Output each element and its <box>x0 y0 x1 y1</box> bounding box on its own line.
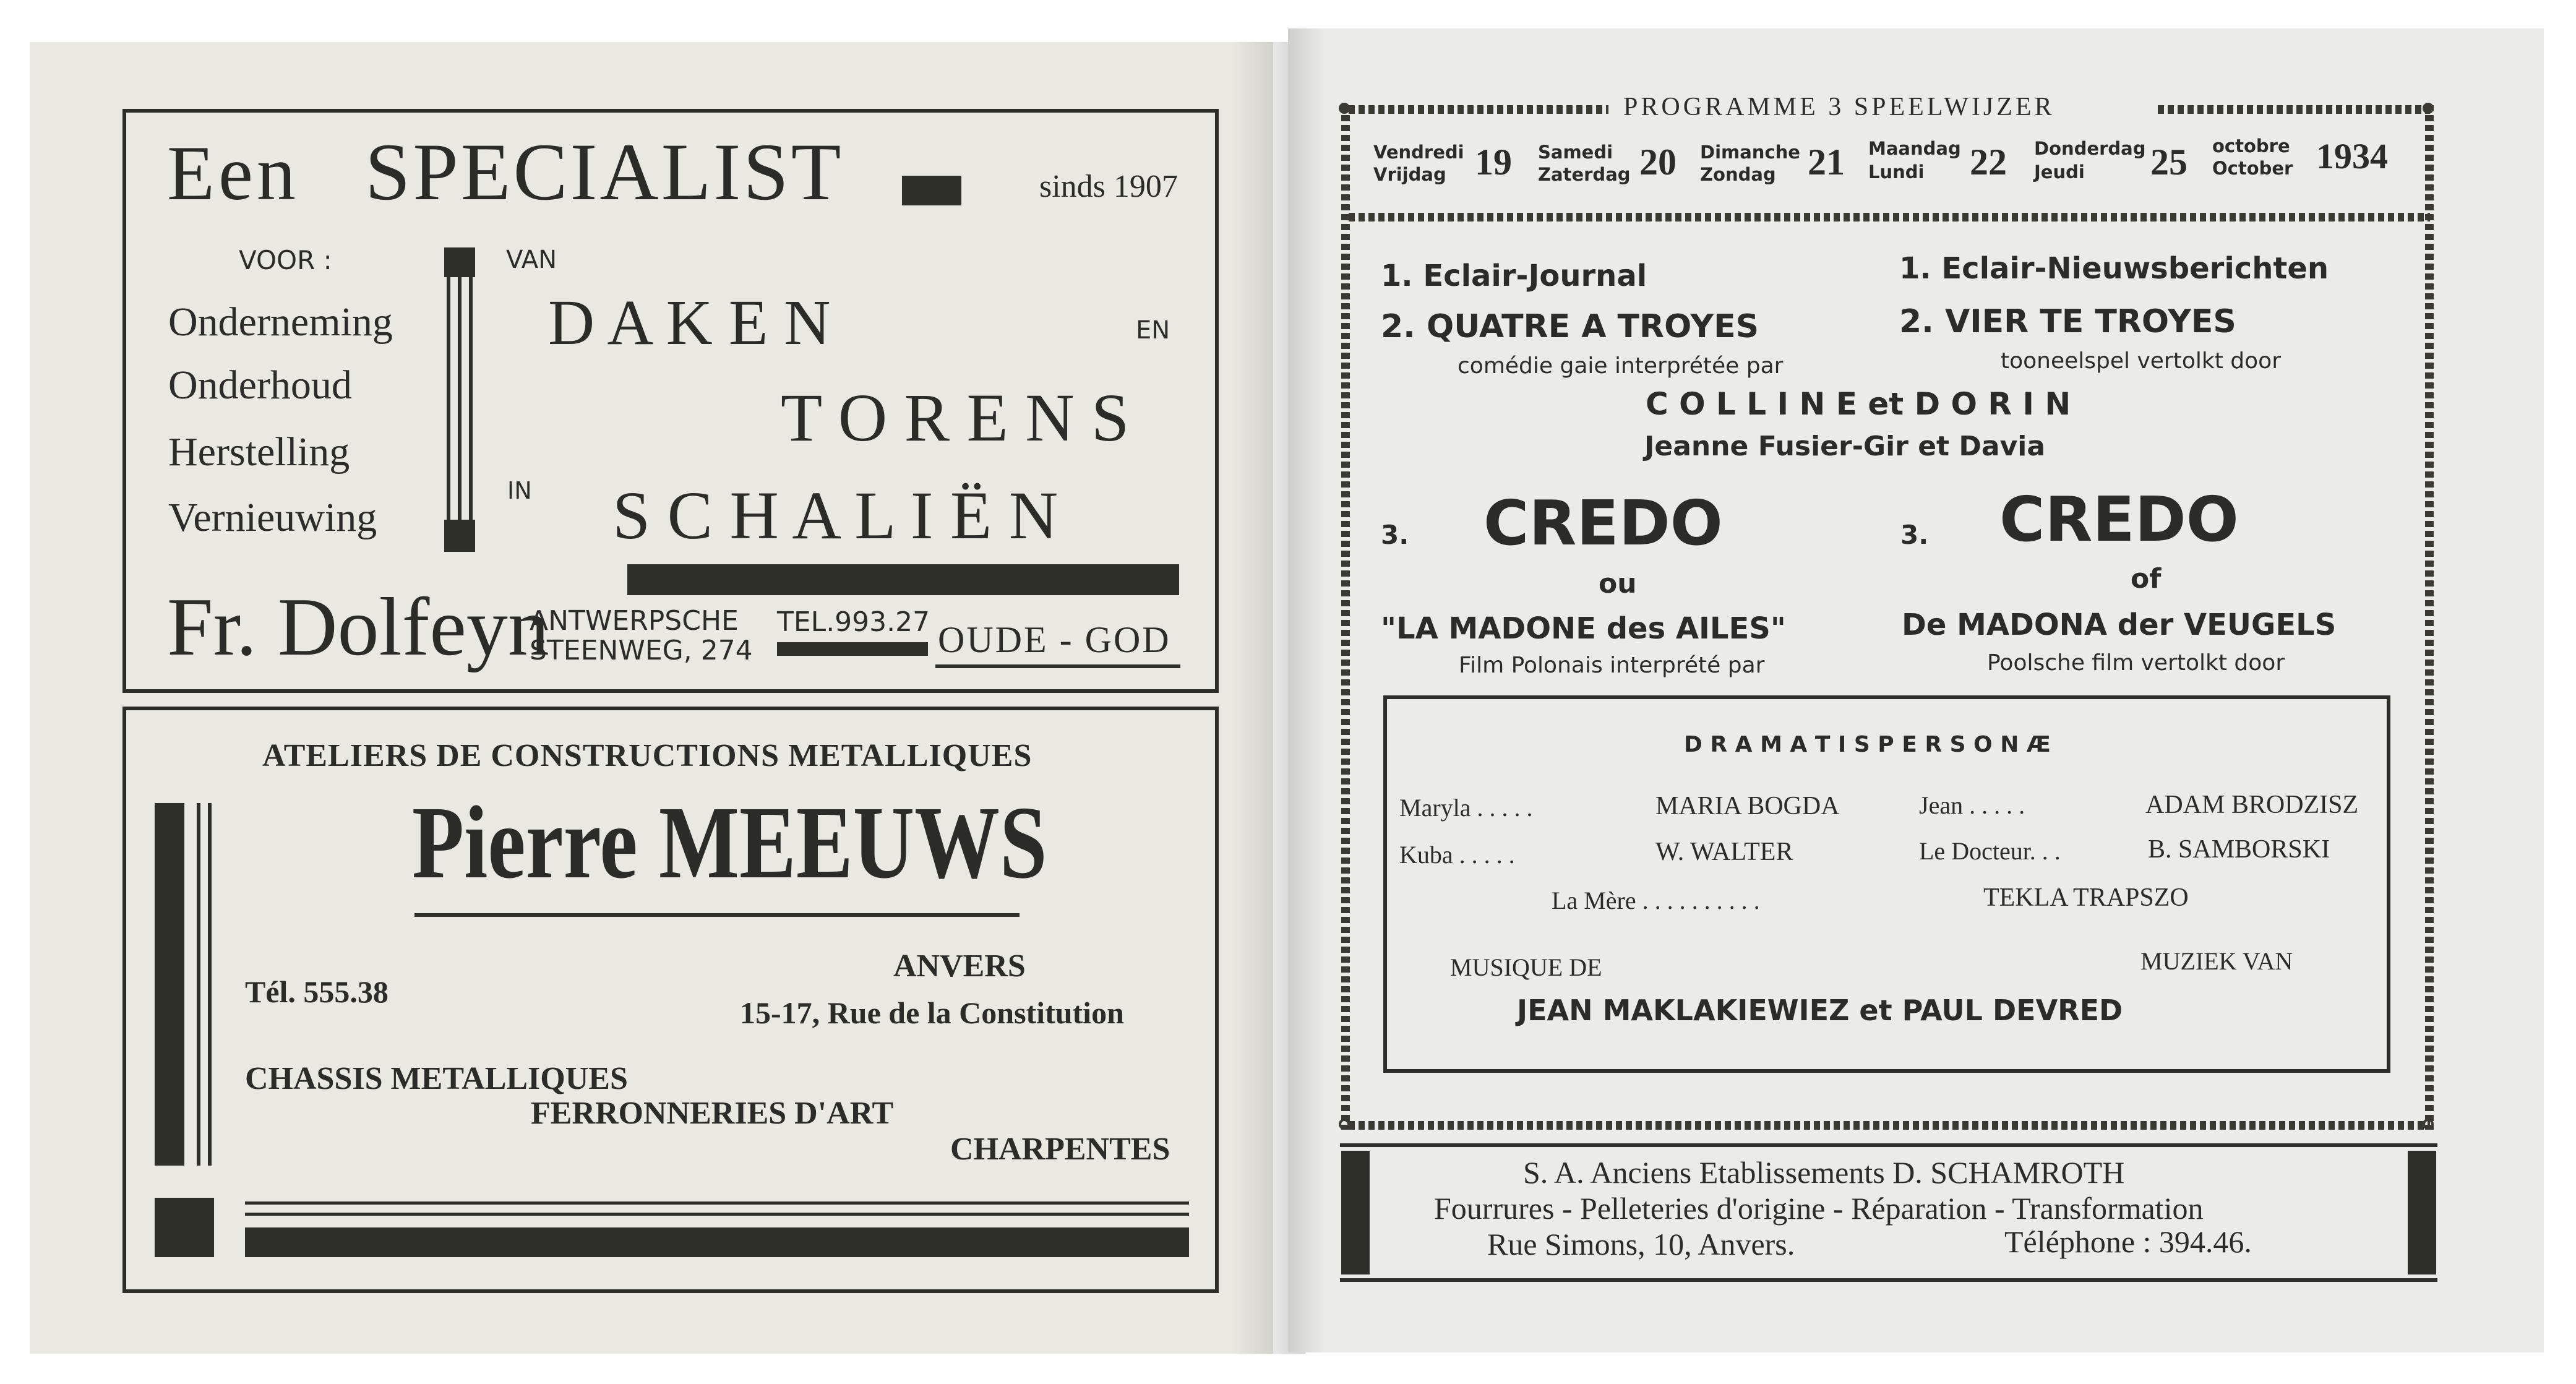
item3-nl-title: De MADONA der VEUGELS <box>1902 608 2337 642</box>
role-le-docteur: Le Docteur. . . <box>1919 837 2061 865</box>
ad2-name-rule <box>414 913 1020 917</box>
day-1-fr: Vendredi <box>1373 142 1464 163</box>
right-spine-shadow <box>1288 28 1325 1352</box>
ad1-specialist: SPECIALIST <box>365 126 844 217</box>
footer-line-3a: Rue Simons, 10, Anvers. <box>1487 1227 1795 1262</box>
role-la-mere: La Mère . . . . . . . . . . <box>1552 887 1760 914</box>
item2-nl: 2. VIER TE TROYES <box>1899 303 2236 340</box>
ad1-oude-god: OUDE - GOD <box>938 619 1171 660</box>
frame-top-right <box>2158 105 2430 114</box>
ad2-bottom-line-1 <box>245 1201 1189 1205</box>
ad1-oude-rule <box>935 664 1180 668</box>
footer-rule-bottom <box>1340 1278 2437 1282</box>
ad1-daken: D A K E N <box>548 287 831 358</box>
item1-nl: 1. Eclair-Nieuwsberichten <box>1899 251 2329 286</box>
ad2-tel: Tél. 555.38 <box>245 974 389 1009</box>
ad2-name: Pierre MEEUWS <box>412 785 1047 900</box>
ad1-addr1: ANTWERPSCHE <box>530 605 739 637</box>
day-5-fr: Donderdag <box>2034 138 2146 159</box>
corner-ornament-tr <box>2423 103 2434 114</box>
month-nl: October <box>2212 158 2293 179</box>
ad1-voor: VOOR : <box>239 245 332 275</box>
item3-fr-title: "LA MADONE des AILES" <box>1381 611 1786 646</box>
day-3-num: 21 <box>1808 142 1845 183</box>
ad1-schalien: S C H A L I Ë N <box>612 478 1058 553</box>
actor-b-samborski: B. SAMBORSKI <box>2148 835 2330 864</box>
day-3-fr: Dimanche <box>1700 142 1800 163</box>
day-2-fr: Samedi <box>1538 142 1613 163</box>
day-5-num: 25 <box>2150 142 2187 183</box>
frame-right <box>2425 105 2434 1130</box>
frame-bottom <box>1349 1121 2430 1130</box>
item3-nl-sub: Poolsche film vertolkt door <box>1987 650 2285 676</box>
year: 1934 <box>2316 136 2388 176</box>
footer-right-block <box>2408 1151 2436 1274</box>
ad1-title-bar <box>902 176 961 205</box>
ad1-tel: TEL.993.27 <box>777 606 930 638</box>
dramatis-heading: D R A M A T I S P E R S O N Æ <box>1684 732 2051 757</box>
ad1-van: VAN <box>506 246 557 274</box>
footer-line-2: Fourrures - Pelleteries d'origine - Réparation - Transformation <box>1434 1191 2204 1226</box>
item3-nl-credo: CREDO <box>1999 483 2239 556</box>
ad1-een: Een <box>167 131 299 217</box>
ad2-bottom-square <box>155 1198 214 1257</box>
item2-nl-sub: tooneelspel vertolkt door <box>2001 348 2281 374</box>
role-maryla: Maryla . . . . . <box>1399 794 1533 822</box>
frame-top-left <box>1349 105 1608 114</box>
item3-nl-num: 3. <box>1900 520 1929 550</box>
programme-title: PROGRAMME 3 SPEELWIJZER <box>1623 93 2055 121</box>
ad2-bottom-line-2 <box>245 1213 1189 1216</box>
musique-de: MUSIQUE DE <box>1450 953 1602 981</box>
corner-ornament-bl <box>1339 1119 1350 1130</box>
ad1-item-1: Onderneming <box>168 299 393 345</box>
item3-ou: ou <box>1599 568 1637 600</box>
item3-of: of <box>2131 563 2162 595</box>
ad2-city: ANVERS <box>893 948 1026 984</box>
day-3-nl: Zondag <box>1700 164 1776 185</box>
footer-rule-top <box>1340 1143 2437 1147</box>
header-divider <box>1349 213 2430 221</box>
ad1-tel-bar <box>777 642 928 656</box>
corner-ornament-tl <box>1339 103 1350 114</box>
item2-fr: 2. QUATRE A TROYES <box>1381 308 1759 345</box>
day-2-nl: Zaterdag <box>1538 164 1631 185</box>
item2-fr-sub: comédie gaie interprétée par <box>1458 353 1784 379</box>
actor-tekla-trapszo: TEKLA TRAPSZO <box>1983 883 2189 912</box>
ad1-sinds: sinds 1907 <box>1039 169 1178 204</box>
ad2-line3: CHARPENTES <box>950 1132 1170 1167</box>
actor-adam-brodzisz: ADAM BRODZISZ <box>2145 791 2359 819</box>
ad1-torens: T O R E N S <box>781 380 1130 455</box>
ad1-item-3: Herstelling <box>168 429 350 475</box>
item3-fr-num: 3. <box>1381 520 1409 550</box>
ad2-line2: FERRONNERIES D'ART <box>531 1096 894 1131</box>
ad2-street: 15-17, Rue de la Constitution <box>740 995 1124 1030</box>
day-5-nl: Jeudi <box>2034 161 2085 183</box>
day-1-nl: Vrijdag <box>1373 164 1446 185</box>
ad2-left-line-1 <box>197 803 200 1166</box>
day-4-nl: Lundi <box>1868 161 1925 183</box>
ad1-en: EN <box>1136 316 1170 345</box>
role-jean: Jean . . . . . <box>1919 791 2025 819</box>
day-4-num: 22 <box>1970 142 2007 183</box>
ad1-addr2: STEENWEG, 274 <box>530 635 753 666</box>
item3-fr-credo: CREDO <box>1483 487 1723 559</box>
ad2-left-line-2 <box>208 803 212 1166</box>
day-1-num: 19 <box>1475 142 1512 183</box>
footer-left-block <box>1341 1151 1370 1274</box>
composers: JEAN MAKLAKIEWIEZ et PAUL DEVRED <box>1517 994 2123 1027</box>
footer-line-3b: Téléphone : 394.46. <box>2004 1224 2252 1259</box>
month-fr: octobre <box>2212 135 2290 157</box>
footer-line-1: S. A. Anciens Etablissements D. SCHAMROTH <box>1523 1155 2125 1190</box>
item2-cast-2: Jeanne Fusier-Gir et Davia <box>1644 431 2046 462</box>
actor-maria-bogda: MARIA BOGDA <box>1655 792 1840 820</box>
right-page <box>1288 28 2544 1352</box>
item3-fr-sub: Film Polonais interprété par <box>1459 653 1765 678</box>
corner-ornament-br <box>2423 1119 2434 1130</box>
ad2-heading: ATELIERS DE CONSTRUCTIONS METALLIQUES <box>262 738 1033 773</box>
ad1-vertical-mid <box>458 277 462 520</box>
day-4-fr: Maandag <box>1868 138 1961 159</box>
ad1-item-2: Onderhoud <box>168 363 352 408</box>
ad1-long-bar <box>627 564 1179 595</box>
role-kuba: Kuba . . . . . <box>1399 841 1515 869</box>
actor-w-walter: W. WALTER <box>1655 838 1793 866</box>
ad2-bottom-bar <box>245 1227 1189 1257</box>
ad1-vertical-top <box>444 247 475 277</box>
ad1-vertical-bottom <box>444 520 475 552</box>
frame-left <box>1341 105 1350 1130</box>
ad2-left-pillar <box>155 803 184 1166</box>
item1-fr: 1. Eclair-Journal <box>1381 259 1647 293</box>
ad2-line1: CHASSIS METALLIQUES <box>245 1061 628 1096</box>
day-2-num: 20 <box>1639 142 1677 183</box>
ad1-in: IN <box>507 477 532 504</box>
muziek-van: MUZIEK VAN <box>2140 947 2293 975</box>
ad1-name: Fr. Dolfeyn <box>167 581 549 673</box>
item2-cast-1: C O L L I N E et D O R I N <box>1646 386 2071 422</box>
ad1-item-4: Vernieuwing <box>168 495 377 540</box>
